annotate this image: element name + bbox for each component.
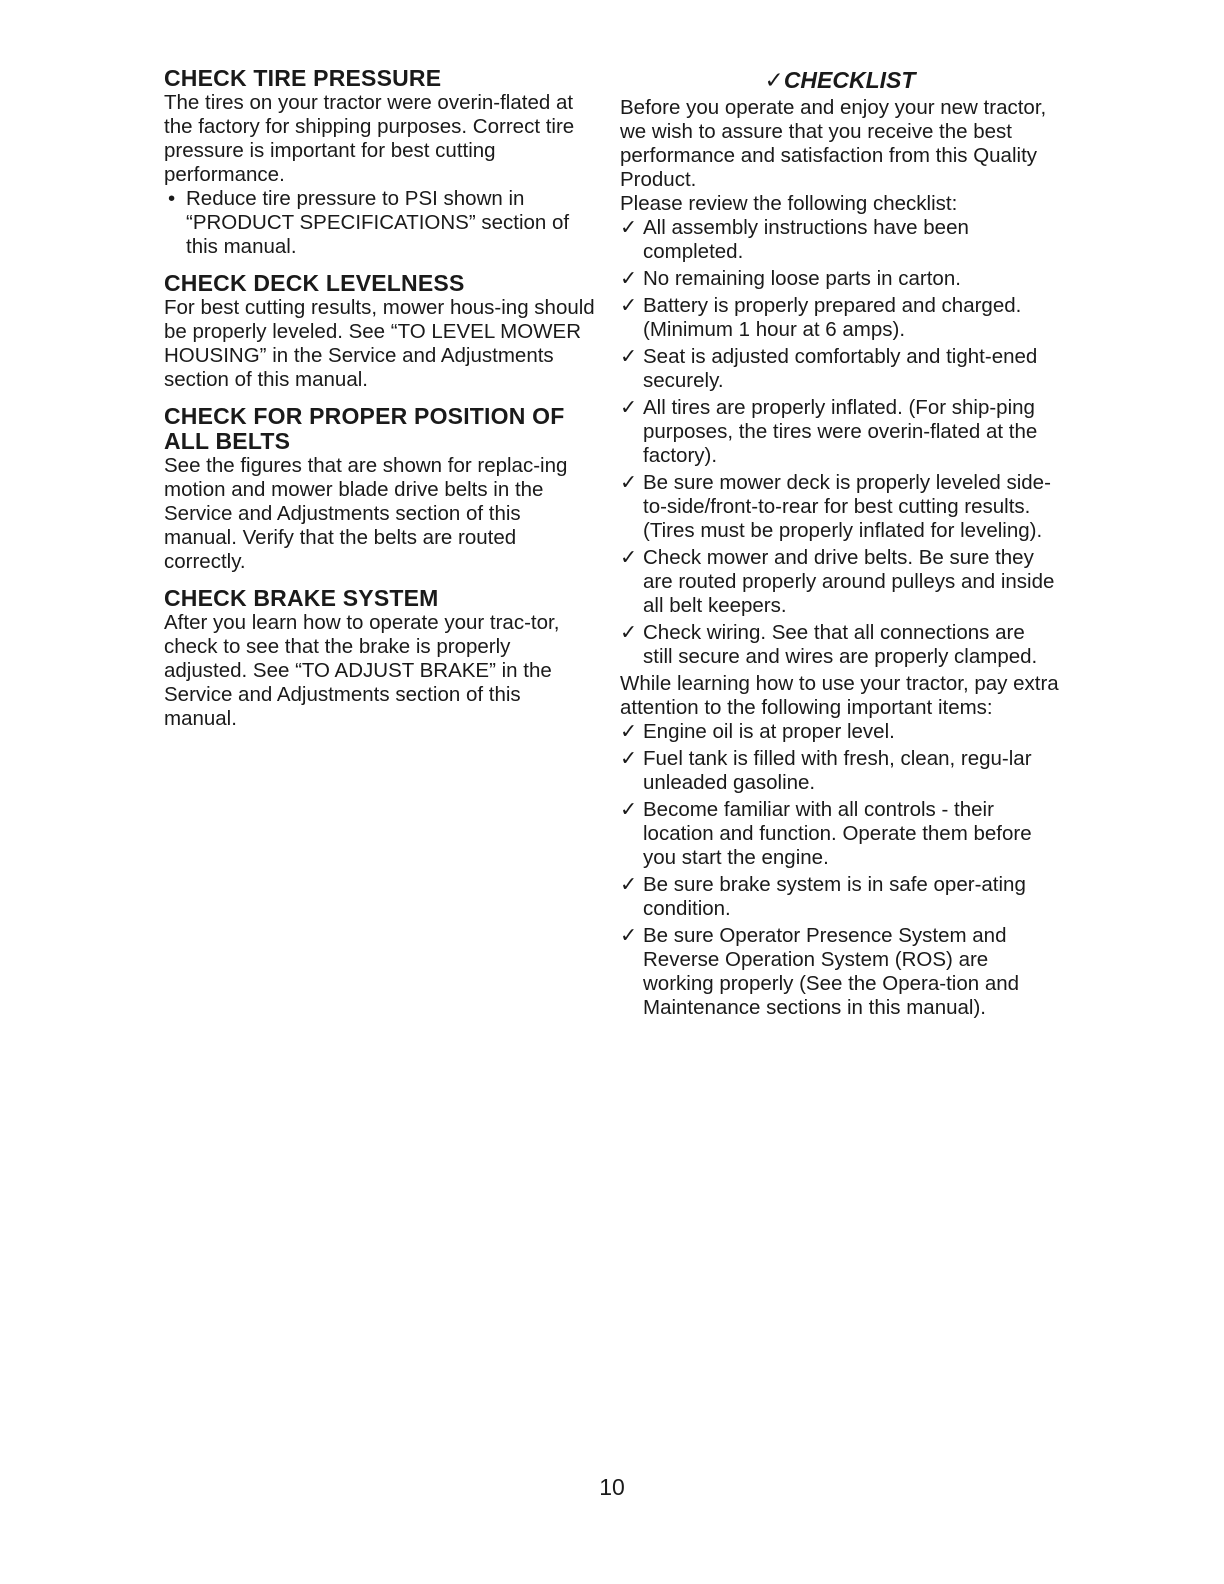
checklist-item-text: Engine oil is at proper level. xyxy=(643,720,895,743)
tire-pressure-bullet-text: Reduce tire pressure to PSI shown in “PRODUCT SPECIFICATIONS” section of this manual. xyxy=(186,187,570,258)
heading-check-brake-system: CHECK BRAKE SYSTEM xyxy=(164,585,439,611)
checklist-item-text: All assembly instructions have been completed. xyxy=(643,216,969,263)
checklist-item xyxy=(620,546,1060,618)
checklist-items xyxy=(620,216,1060,669)
checklist-item xyxy=(620,294,1060,342)
checkmark-icon: ✓ xyxy=(620,216,638,239)
section-belts xyxy=(164,404,596,574)
checklist-item-text: No remaining loose parts in carton. xyxy=(643,267,961,290)
checklist-item xyxy=(620,471,1060,543)
checklist-title: ✓CHECKLIST xyxy=(764,67,916,93)
checklist-item-text: Be sure mower deck is properly leveled side-to-side/front-to-rear for best cutting results. (Tires must be properly inflated for leveling). xyxy=(643,471,1051,542)
checkmark-icon: ✓ xyxy=(620,924,638,947)
page-number: 10 xyxy=(599,1474,625,1500)
checklist-item-text: Check wiring. See that all connections are still secure and wires are properly clamped. xyxy=(643,621,1038,668)
checkmark-icon: ✓ xyxy=(620,873,638,896)
attention-intro: While learning how to use your tractor, pay extra attention to the following important items: xyxy=(620,672,1059,719)
checkmark-icon: ✓ xyxy=(620,267,638,290)
checklist-item xyxy=(620,621,1060,669)
checkmark-icon: ✓ xyxy=(620,471,638,494)
checklist-review-prompt: Please review the following checklist: xyxy=(620,192,958,215)
checkmark-icon: ✓ xyxy=(620,345,638,368)
checkmark-icon: ✓ xyxy=(620,798,638,821)
section-tire-pressure xyxy=(164,66,596,259)
checklist-item-text: Check mower and drive belts. Be sure they are routed properly around pulleys and inside all belt keepers. xyxy=(643,546,1055,617)
checklist-item xyxy=(620,720,1060,744)
checklist-item xyxy=(620,216,1060,264)
checklist-item-text: Become familiar with all controls - their location and function. Operate them before you start the engine. xyxy=(643,798,1032,869)
heading-check-deck-levelness: CHECK DECK LEVELNESS xyxy=(164,270,465,296)
checklist-item xyxy=(620,747,1060,795)
checkmark-icon: ✓ xyxy=(620,294,638,317)
checklist-item-text: All tires are properly inflated. (For ship-ping purposes, the tires were overin-flated at the factory). xyxy=(643,396,1038,467)
section-brake-system xyxy=(164,586,596,731)
deck-levelness-body: For best cutting results, mower hous-ing should be properly leveled. See “TO LEVEL MOWER HOUSING” in the Service and Adjustments section of this manual. xyxy=(164,296,595,391)
tire-pressure-bullet xyxy=(164,187,596,259)
left-column xyxy=(164,66,596,743)
checkmark-icon: ✓ xyxy=(620,720,638,743)
heading-check-belts: CHECK FOR PROPER POSITION OF ALL BELTS xyxy=(164,403,565,454)
attention-items xyxy=(620,720,1060,1020)
checklist-item xyxy=(620,396,1060,468)
checklist-intro: Before you operate and enjoy your new tractor, we wish to assure that you receive the best performance and satisfaction from this Quality Product. xyxy=(620,96,1047,191)
checklist-item xyxy=(620,798,1060,870)
checklist-item-text: Be sure Operator Presence System and Reverse Operation System (ROS) are working properly (See the Opera-tion and Maintenance sections in this manual). xyxy=(643,924,1020,1019)
brake-system-body: After you learn how to operate your trac-tor, check to see that the brake is properly adjusted. See “TO ADJUST BRAKE” in the Service and Adjustments section of this manual. xyxy=(164,611,560,730)
heading-check-tire-pressure: CHECK TIRE PRESSURE xyxy=(164,65,442,91)
checklist-item xyxy=(620,924,1060,1020)
checklist-item xyxy=(620,267,1060,291)
right-column xyxy=(620,66,1060,1023)
checklist-item-text: Seat is adjusted comfortably and tight-ened securely. xyxy=(643,345,1038,392)
checkmark-icon: ✓ xyxy=(620,621,638,644)
checklist-item-text: Battery is properly prepared and charged. (Minimum 1 hour at 6 amps). xyxy=(643,294,1022,341)
checkmark-icon: ✓ xyxy=(620,546,638,569)
checkmark-icon: ✓ xyxy=(620,396,638,419)
belts-body: See the figures that are shown for replac-ing motion and mower blade drive belts in the Service and Adjustments section of this manual. Verify that the belts are routed correctly. xyxy=(164,454,568,573)
checklist-item-text: Fuel tank is filled with fresh, clean, regu-lar unleaded gasoline. xyxy=(643,747,1032,794)
checklist-item xyxy=(620,873,1060,921)
bullet-icon: • xyxy=(168,187,176,210)
checklist-item xyxy=(620,345,1060,393)
tire-pressure-body: The tires on your tractor were overin-flated at the factory for shipping purposes. Correct tire pressure is important for best cutting performance. xyxy=(164,91,575,186)
checkmark-icon: ✓ xyxy=(620,747,638,770)
checklist-item-text: Be sure brake system is in safe oper-ating condition. xyxy=(643,873,1026,920)
section-deck-levelness xyxy=(164,271,596,392)
